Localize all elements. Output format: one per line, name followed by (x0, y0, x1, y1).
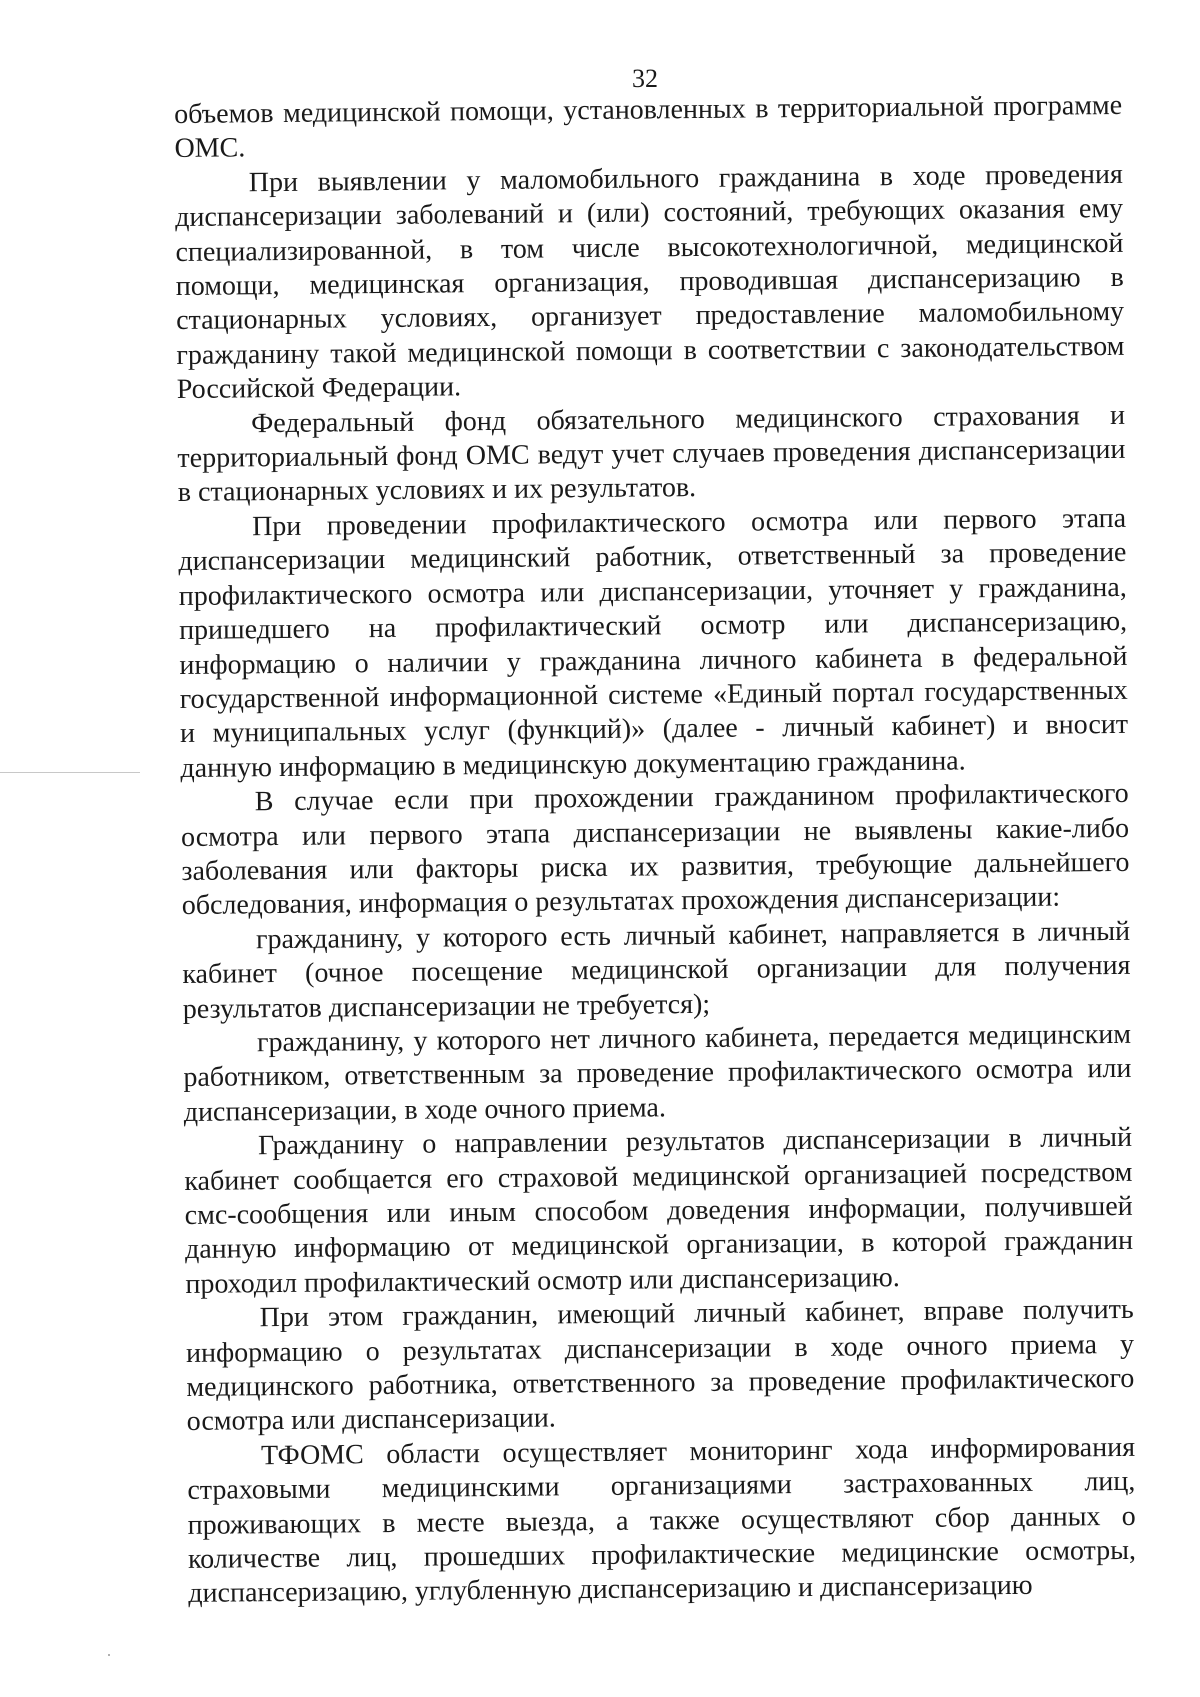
paragraph-7: гражданину, у которого нет личного кабинета, передается медицинским работником, ответственным за проведение профилактического осмотра или диспансеризации, в ходе очного приема. (183, 1018, 1132, 1128)
scan-artifact-dot (108, 1654, 110, 1656)
paragraph-9: При этом гражданин, имеющий личный кабинет, вправе получить информацию о результатах диспансеризации в ходе очного приема у медицинского работника, ответственного за проведение профилактического осмотра или диспансеризации. (185, 1294, 1135, 1438)
paragraph-2: При выявлении у маломобильного гражданина в ходе проведения диспансеризации заболеваний и (или) состояний, требующих оказания ему специализированной, в том числе высокотехнологичной, медицинской помощи, медицинская организация, проводившая диспансеризацию в стационарных условиях, организует предоставление маломобильному гражданину такой медицинской помощи в соответствии с законодательством Российской Федерации. (175, 158, 1125, 406)
paragraph-3: Федеральный фонд обязательного медицинского страхования и территориальный фонд ОМС ведут учет случаев проведения диспансеризации в стационарных условиях и их результатов. (177, 399, 1126, 509)
page-number: 32 (632, 64, 658, 93)
paragraph-5: В случае если при прохождении гражданином профилактического осмотра или первого этапа диспансеризации не выявлены какие-либо заболевания или факторы риска их развития, требующие дальнейшего обследования, информация о результатах прохождения диспансеризации: (180, 777, 1130, 922)
paragraph-10: ТФОМС области осуществляет мониторинг хода информирования страховыми медицинскими организациями застрахованных лиц, проживающих в месте выезда, а также осуществляют сбор данных о количестве лиц, прошедших профилактические медицинские осмотры, диспансеризацию, углубленную диспансеризацию и диспансеризацию (187, 1431, 1137, 1610)
paragraph-6: гражданину, у которого есть личный кабинет, направляется в личный кабинет (очное посещение медицинской организации для получения результатов диспансеризации не требуется); (182, 915, 1131, 1025)
scan-artifact-line (0, 772, 140, 773)
document-body (174, 89, 1136, 1612)
paragraph-1: объемов медицинской помощи, установленных в территориальной программе ОМС. (174, 89, 1123, 165)
paragraph-8: Гражданину о направлении результатов диспансеризации в личный кабинет сообщается его страховой медицинской организацией посредством смс-сообщения или иным способом доведения информации, получившей данную информацию от медицинской организации, в которой гражданин проходил профилактический осмотр или диспансеризацию. (184, 1122, 1134, 1300)
paragraph-4: При проведении профилактического осмотра или первого этапа диспансеризации медицинский работник, ответственный за проведение профилактического осмотра или диспансеризации, уточняет у гражданина, пришедшего на профилактический осмотр или диспансеризацию, информацию о наличии у гражданина личного кабинета в федеральной государственной информационной системе «Единый портал государственных и муниципальных услуг (функций)» (далее - личный кабинет) и вносит данную информацию в медицинскую документацию гражданина. (178, 502, 1129, 784)
